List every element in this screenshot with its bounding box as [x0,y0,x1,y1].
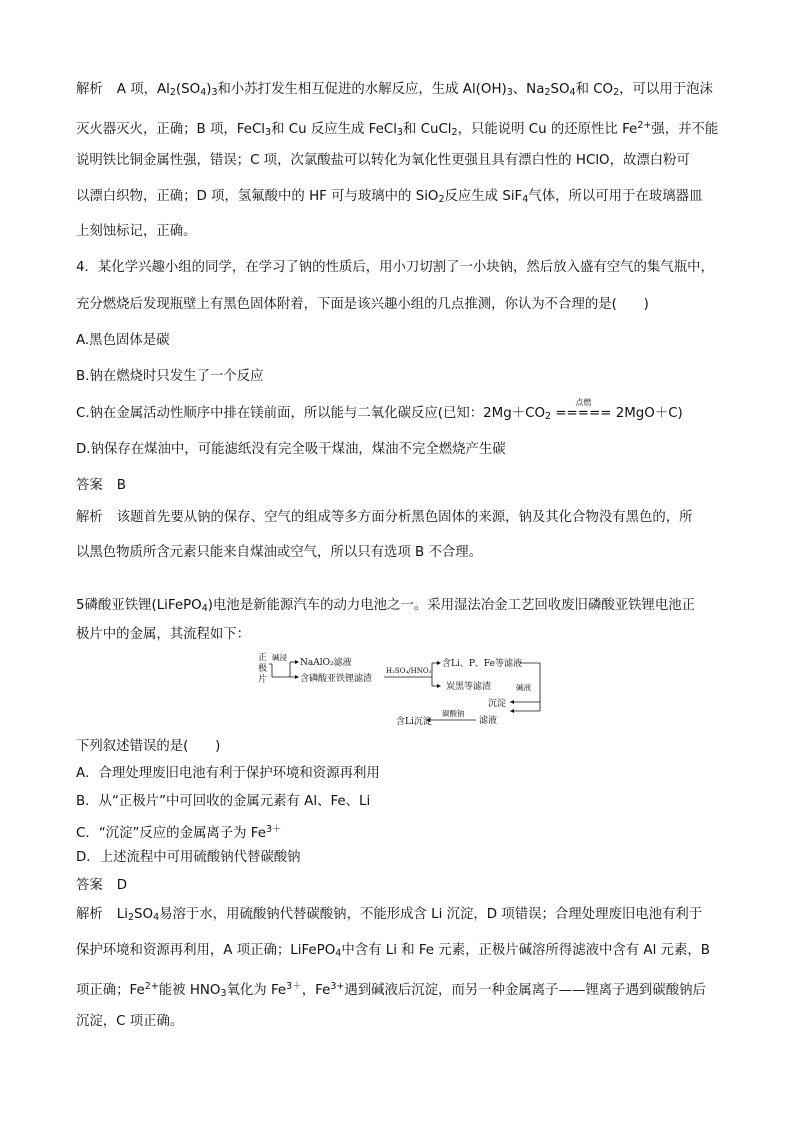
flow-li-p-fe-filtrate: 含Li、P、Fe等滤液 [442,659,522,669]
q5-stem-line-2: 极片中的金属，其流程如下： [76,627,251,642]
flow-start-char-3: 片 [258,675,268,685]
q4-stem-line-1: 4．某化学兴趣小组的同学，在学习了钠的性质后，用小刀切割了一小块钠，然后放入盛有空气的集气瓶中， [76,260,714,275]
q5-analysis-line-1: 解析 $Li_2SO_4$易溶于水，用硫酸钠代替碳酸钠，不能形成含 Li 沉淀，D 项错误；合理处理废旧电池有利于 [76,907,703,923]
flow-na2co3-label: 碳酸钠 [442,709,465,718]
flow-start-char-2: 极 [258,664,268,674]
q5-option-a: A．合理处理废旧电池有利于保护环境和资源再利用 [76,766,380,781]
q5-analysis-line-3: 项正确；$Fe^{2+}$能被 $HNO_3$氧化为 $Fe^{3+}$，$Fe^{3+}$遇到碱液后沉淀，而另一种金属离子——锂离子遇到碳酸钠后 [76,981,706,999]
q5-option-c: C．“沉淀”反应的金属离子为 $Fe^{3+}$ [76,824,282,841]
q5-option-d: D．上述流程中可用硫酸钠代替碳酸钠 [76,850,301,865]
flow-start-char-1: 正 [258,653,268,663]
q3-analysis-line-5: 上刻蚀标记，正确。 [76,224,197,239]
q3-analysis-line-1: 解析 A 项，$Al_2(SO_4)_3$和小苏打发生相互促进的水解反应，生成 $Al(OH)_3$、$Na_2SO_4$和 $CO_2$，可以用于泡沫 [76,82,713,98]
reaction-condition: 点燃 ===== [555,398,612,421]
q4-answer: 答案 B [76,478,126,493]
q4-option-a: A.黑色固体是碳 [76,333,170,348]
flow-precipitate: 沉淀 [488,699,507,709]
flow-filtrate: 滤液 [479,716,498,726]
q4-option-b: B.钠在燃烧时只发生了一个反应 [76,369,264,384]
q4-option-d: D.钠保存在煤油中，可能滤纸没有完全吸干煤油，煤油不完全燃烧产生碳 [76,442,506,457]
flow-carbon-residue: 炭黑等滤渣 [446,682,492,692]
q5-analysis-line-4: 沉淀，C 项正确。 [76,1014,184,1029]
flow-base-label: 碱液 [516,683,531,692]
process-flow-diagram [250,650,550,732]
q4-analysis-line-1: 解析 该题首先要从钠的保存、空气的组成等多方面分析黑色固体的来源，钠及其化合物没有黑色的，所 [76,510,693,525]
q5-question: 下列叙述错误的是( ) [76,739,221,754]
q5-stem-line-1: 5磷酸亚铁锂(LiFePO$_4$)电池是新能源汽车的动力电池之一。采用湿法冶金工艺回收废旧磷酸亚铁锂电池正 [76,598,696,614]
q4-option-c: C.钠在金属活动性顺序中排在镁前面，所以能与二氧化碳反应(已知：$2Mg+CO_2$ 点燃 ===== 2MgO＋C) [76,398,683,422]
flow-lifepo4-residue: 含磷酸亚铁锂滤渣 [300,674,373,684]
flow-alkali-leach: 碱浸 [272,653,287,662]
flow-acid-label: H₂SO₄/HNO₃ [386,667,432,675]
analysis-label: 解析 [76,82,103,97]
q3-analysis-line-3: 说明铁比铜金属性强，错误；C 项，次氯酸盐可以转化为氧化性更强且具有漂白性的 HClO，故漂白粉可 [76,153,690,168]
q4-analysis-line-2: 以黑色物质所含元素只能来自煤油或空气，所以只有选项 B 不合理。 [76,545,483,560]
q5-option-b: B．从“正极片”中可回收的金属元素有 Al、Fe、Li [76,794,371,809]
q4-stem-line-2: 充分燃烧后发现瓶壁上有黑色固体附着，下面是该兴趣小组的几点推测，你认为不合理的是( ) [76,297,649,312]
q3-analysis-line-2: 灭火器灭火，正确；B 项，FeCl$_3$和 Cu 反应生成 FeCl$_3$和 CuCl$_2$，只能说明 Cu 的还原性比 $Fe^{2+}$强，并不能 [76,120,719,138]
q5-answer: 答案 D [76,878,128,893]
q3-analysis-line-4: 以漂白织物，正确；D 项，氢氟酸中的 HF 可与玻璃中的 SiO$_2$反应生成 SiF$_4$气体，所以可用于在玻璃器皿 [76,189,703,205]
flow-naalo2-filtrate: NaAlO₂滤液 [300,658,352,668]
q5-analysis-line-2: 保护环境和资源再利用，A 项正确；LiFePO$_4$中含有 Li 和 Fe 元素，正极片碱溶所得滤液中含有 Al 元素，B [76,943,710,959]
flow-li-precipitate: 含Li沉淀 [396,717,432,727]
